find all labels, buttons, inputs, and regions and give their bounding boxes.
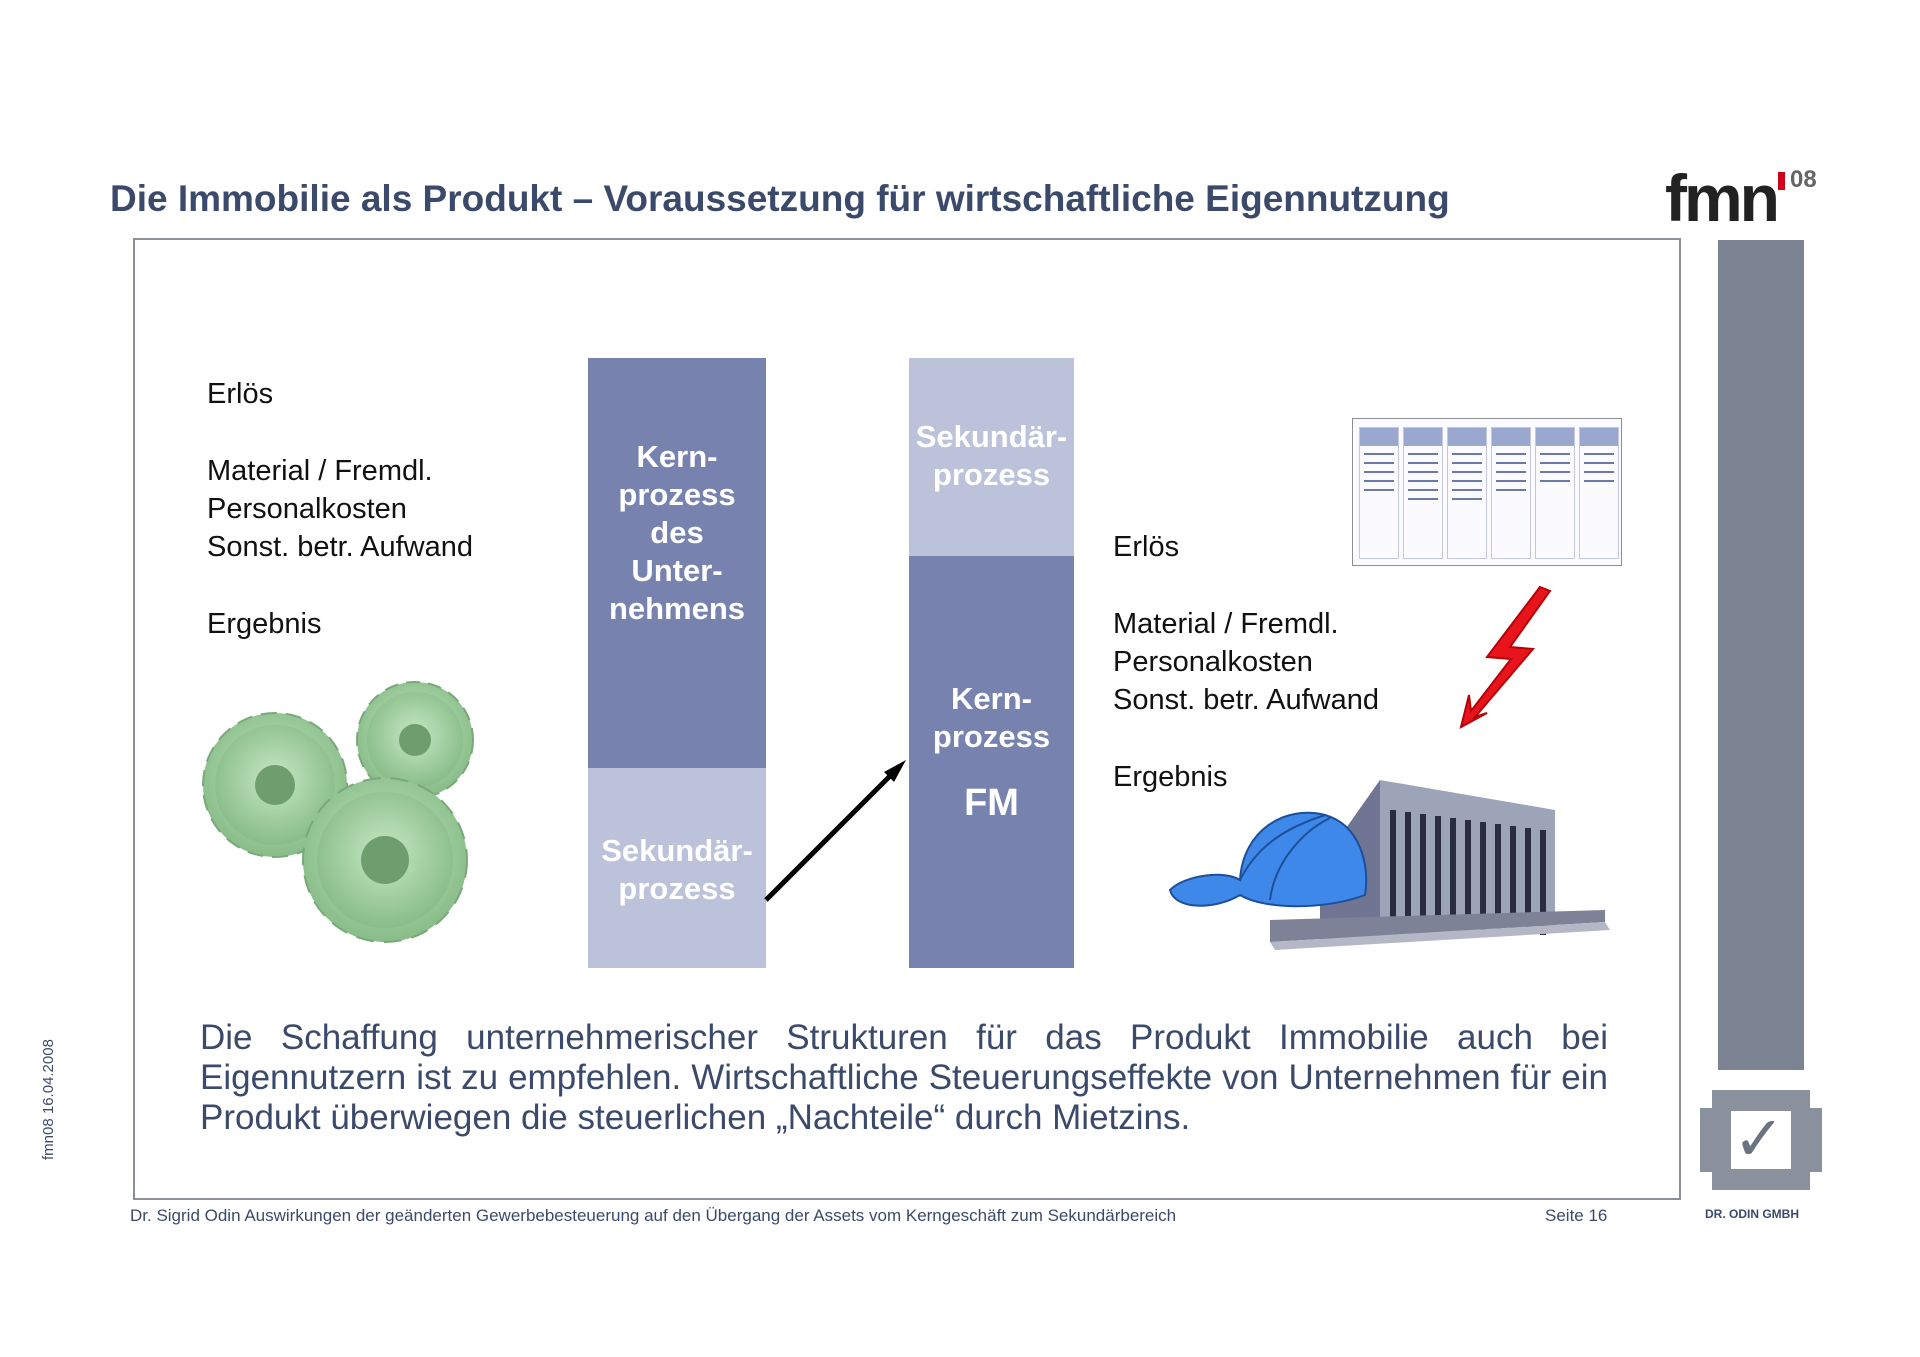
bar-right-core-line-2: prozess <box>932 719 1051 754</box>
side-date: fmn08 16.04.2008 <box>40 1039 57 1160</box>
bar-right-core-line-1: Kern- <box>951 681 1032 716</box>
checkmark-logo <box>1700 1090 1822 1190</box>
cap-icon <box>1170 813 1366 906</box>
right-sonst: Sonst. betr. Aufwand <box>1113 684 1380 716</box>
bar-left-core-line-3: des <box>650 515 704 550</box>
gear-icon <box>303 778 467 942</box>
left-material: Material / Fremdl. <box>207 455 433 487</box>
fmn-logo <box>1665 160 1817 240</box>
bar-left-core-line-4: Unter- <box>631 553 723 588</box>
bar-left-core-line-5: nehmens <box>608 591 746 626</box>
right-material: Material / Fremdl. <box>1113 608 1339 640</box>
right-personal: Personalkosten <box>1113 646 1313 678</box>
bar-right-secondary-line-2: prozess <box>932 457 1051 492</box>
left-personal: Personalkosten <box>207 493 407 525</box>
logo-year: 08 <box>1790 166 1817 193</box>
left-sonst: Sonst. betr. Aufwand <box>207 531 474 563</box>
page-number: Seite 16 <box>1545 1206 1608 1225</box>
left-ergebnis: Ergebnis <box>207 608 322 640</box>
bar-right-core <box>909 556 1074 968</box>
company-name: DR. ODIN GMBH <box>1705 1207 1799 1221</box>
bar-left-core-line-2: prozess <box>618 477 736 512</box>
checkmark-icon: ✓ <box>1733 1105 1785 1174</box>
right-ergebnis: Ergebnis <box>1113 761 1228 793</box>
logo-text: fmn <box>1665 161 1777 235</box>
right-erloes: Erlös <box>1113 531 1180 563</box>
bar-right-secondary <box>909 358 1074 556</box>
cap-building-illustration <box>1165 770 1625 960</box>
arrow-icon <box>760 750 910 910</box>
left-erloes: Erlös <box>207 378 274 410</box>
table-thumbnail <box>1352 418 1622 566</box>
footer-text: Dr. Sigrid Odin Auswirkungen der geänderten Gewerbebesteuerung auf den Übergang der Assets vom Kerngeschäft zum Sekundärbereich <box>130 1206 1177 1225</box>
logo-accent <box>1778 172 1785 190</box>
bar-right-fm-label: FM <box>964 782 1019 824</box>
bar-right-secondary-line-1: Sekundär- <box>915 419 1068 454</box>
bar-left-core <box>588 358 766 768</box>
bar-left-secondary <box>588 768 766 968</box>
bar-left-secondary-line-2: prozess <box>618 871 736 906</box>
bar-left-core-line-1: Kern- <box>636 439 718 474</box>
lightning-icon <box>1455 585 1565 730</box>
summary-text: Die Schaffung unternehmerischer Strukturen für das Produkt Immobilie auch bei Eigennutzern ist zu empfehlen. Wirtschaftliche Steuerungseffekte von Unternehmen für ein Produkt überwiegen die steuerlichen „Nachteile“ durch Mietzins. <box>200 1018 1608 1137</box>
side-decoration-bar <box>1718 240 1804 1070</box>
page-title: Die Immobilie als Produkt – Voraussetzung für wirtschaftliche Eigennutzung <box>110 178 1450 219</box>
gears-illustration <box>190 665 530 970</box>
bar-left-secondary-line-1: Sekundär- <box>601 833 753 868</box>
